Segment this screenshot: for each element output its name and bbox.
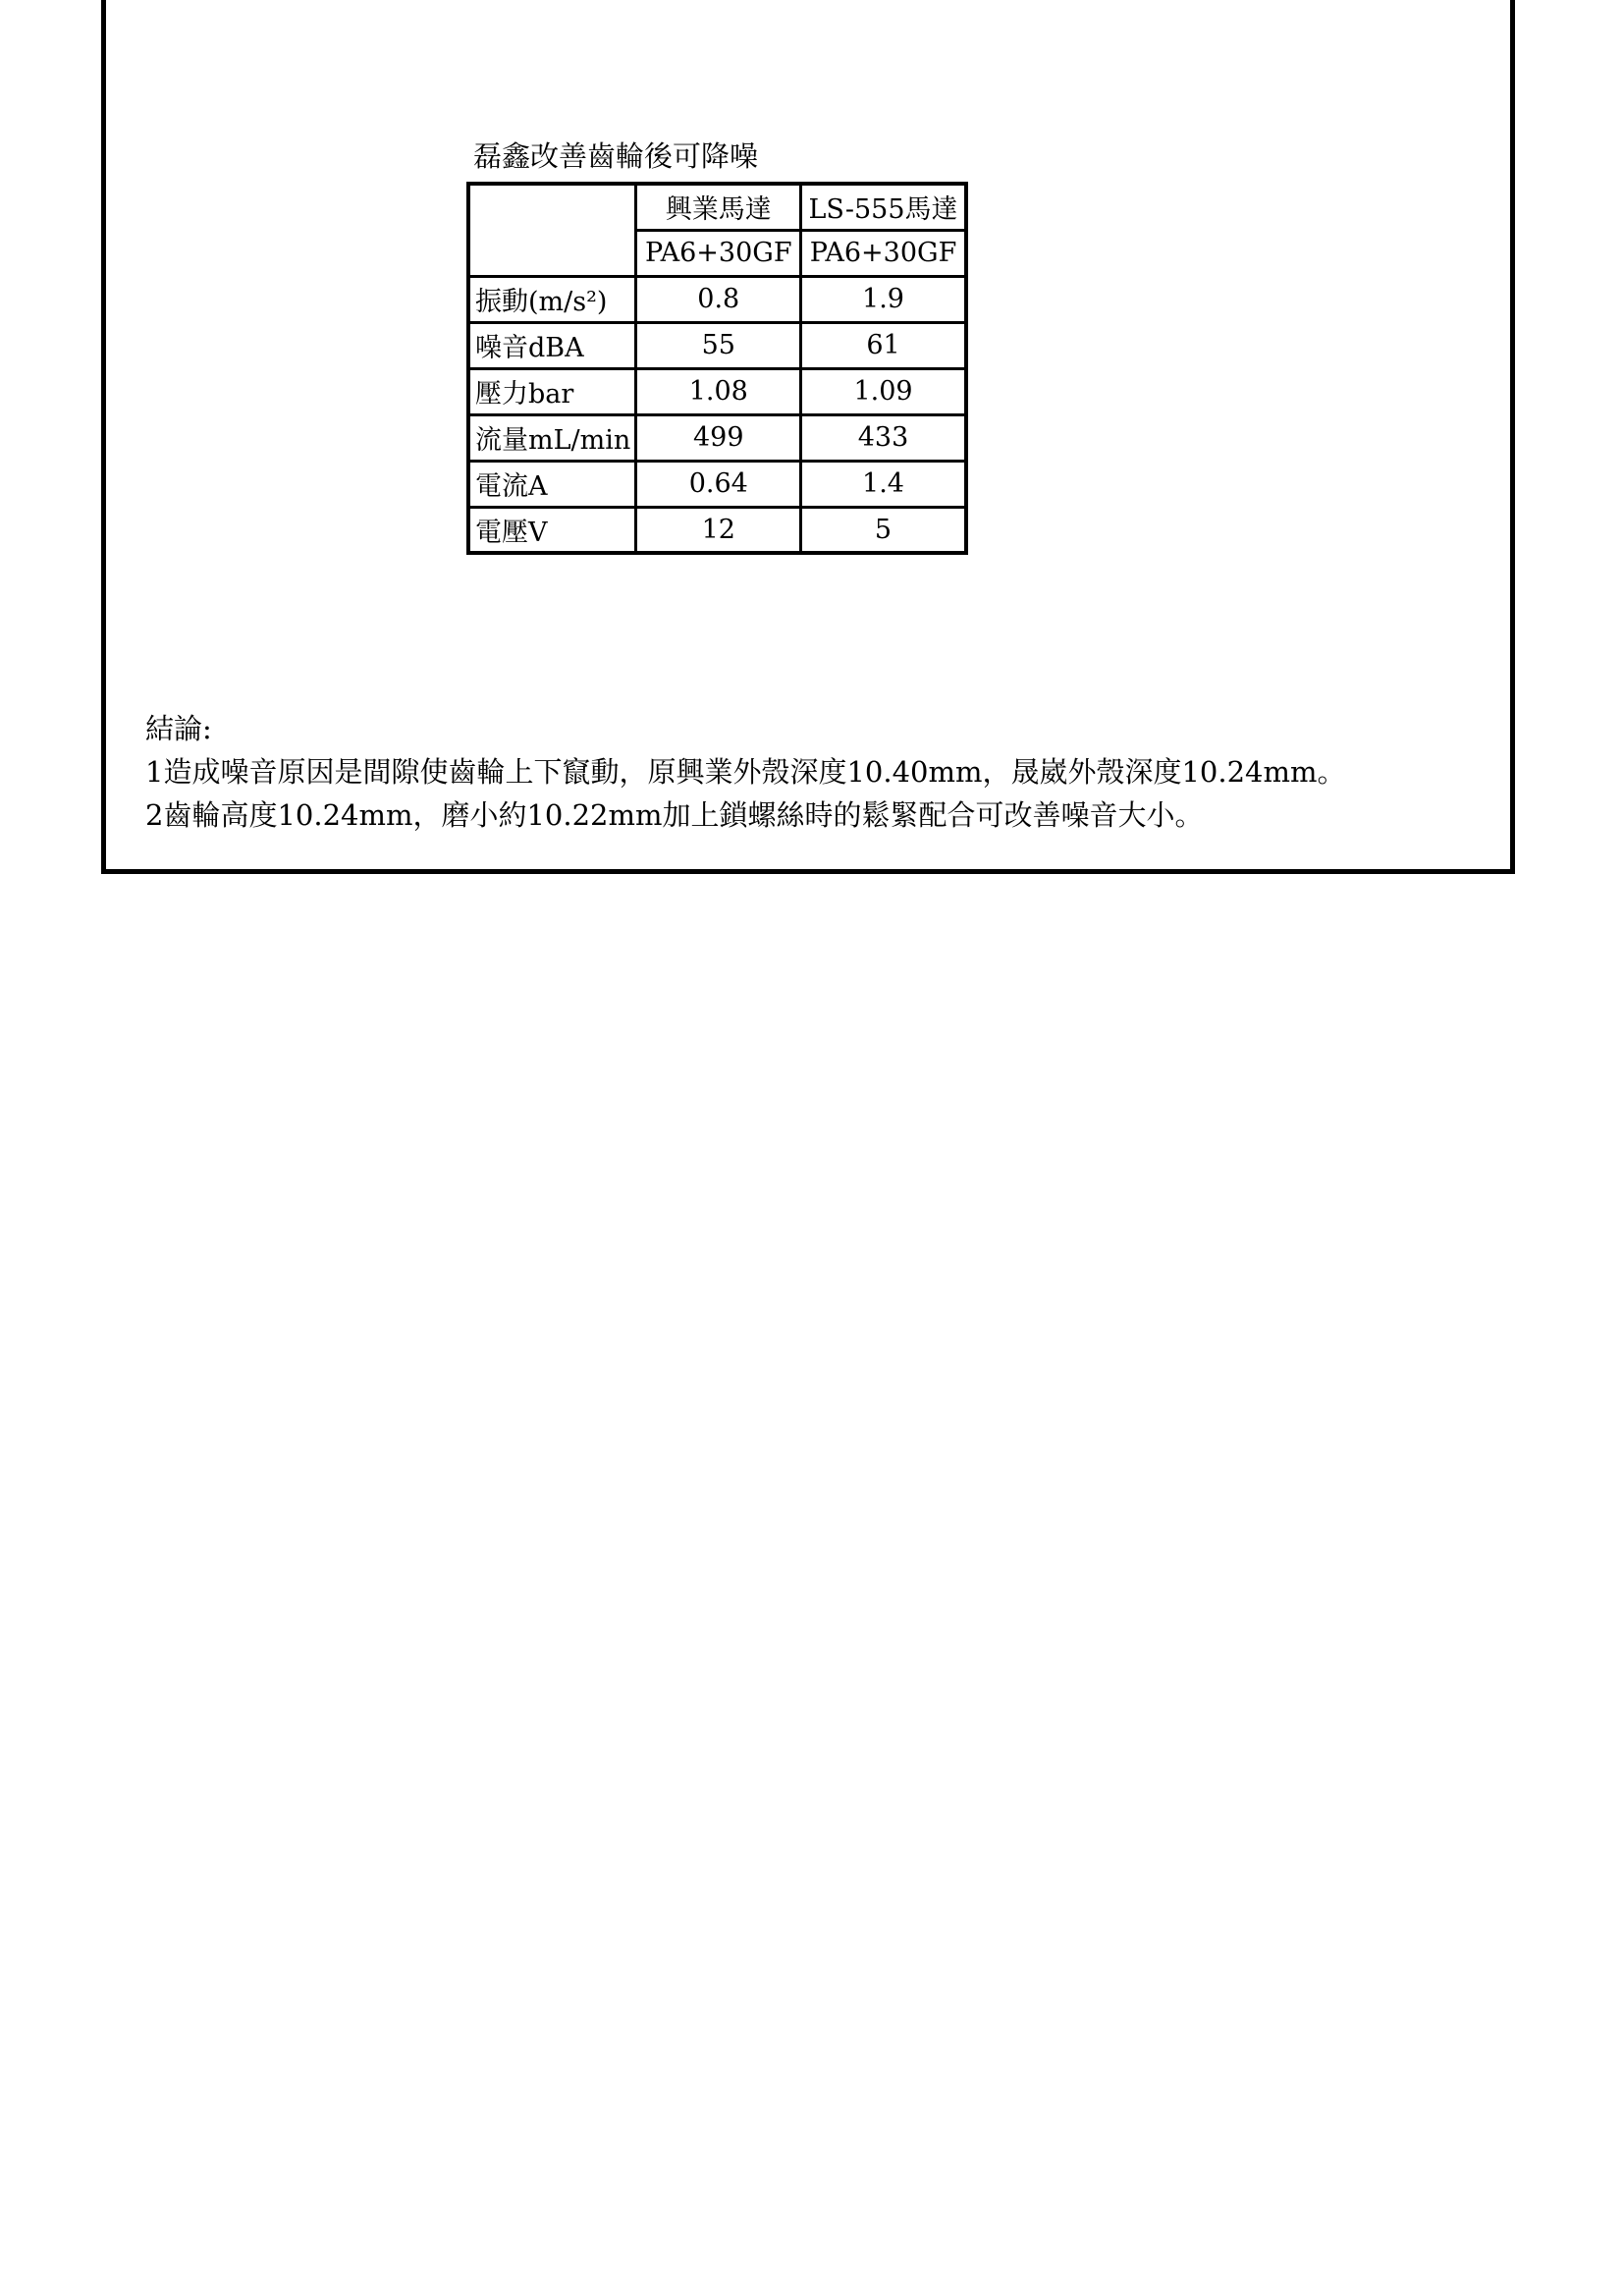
table-header-row-motors bbox=[468, 184, 966, 230]
row-label-noise: 噪音dBA bbox=[468, 322, 636, 368]
table-cell: 5 bbox=[801, 507, 966, 553]
table-cell: 1.4 bbox=[801, 461, 966, 507]
table-row bbox=[468, 507, 966, 553]
row-label-flow: 流量mL/min bbox=[468, 414, 636, 461]
table-row bbox=[468, 461, 966, 507]
row-label-pressure: 壓力bar bbox=[468, 368, 636, 414]
table-cell: 499 bbox=[636, 414, 801, 461]
conclusion-line-1: 1造成噪音原因是間隙使齒輪上下竄動，原興業外殼深度10.40mm，晟崴外殼深度10.24mm。 bbox=[145, 755, 1346, 789]
table-corner-cell bbox=[468, 184, 636, 276]
conclusion-heading: 結論: bbox=[145, 712, 212, 745]
conclusion-line-2: 2齒輪高度10.24mm，磨小約10.22mm加上鎖螺絲時的鬆緊配合可改善噪音大小。 bbox=[145, 798, 1204, 832]
comparison-table bbox=[466, 182, 968, 555]
row-label-voltage: 電壓V bbox=[468, 507, 636, 553]
table-cell: 0.64 bbox=[636, 461, 801, 507]
table-cell: 55 bbox=[636, 322, 801, 368]
table-cell: 0.8 bbox=[636, 276, 801, 322]
table-cell: 1.08 bbox=[636, 368, 801, 414]
header-motor-1: 興業馬達 bbox=[636, 184, 801, 230]
header-motor-2: LS-555馬達 bbox=[801, 184, 966, 230]
table-title: 磊鑫改善齒輪後可降噪 bbox=[473, 139, 759, 173]
table-row bbox=[468, 368, 966, 414]
row-label-vibration: 振動(m/s²) bbox=[468, 276, 636, 322]
conclusion-section bbox=[145, 707, 1346, 837]
table-row bbox=[468, 322, 966, 368]
table-cell: 1.09 bbox=[801, 368, 966, 414]
table-row bbox=[468, 276, 966, 322]
table-cell: 433 bbox=[801, 414, 966, 461]
table-cell: 12 bbox=[636, 507, 801, 553]
table-cell: 1.9 bbox=[801, 276, 966, 322]
header-material-1: PA6+30GF bbox=[636, 230, 801, 276]
row-label-current: 電流A bbox=[468, 461, 636, 507]
header-material-2: PA6+30GF bbox=[801, 230, 966, 276]
table-row bbox=[468, 414, 966, 461]
table-cell: 61 bbox=[801, 322, 966, 368]
